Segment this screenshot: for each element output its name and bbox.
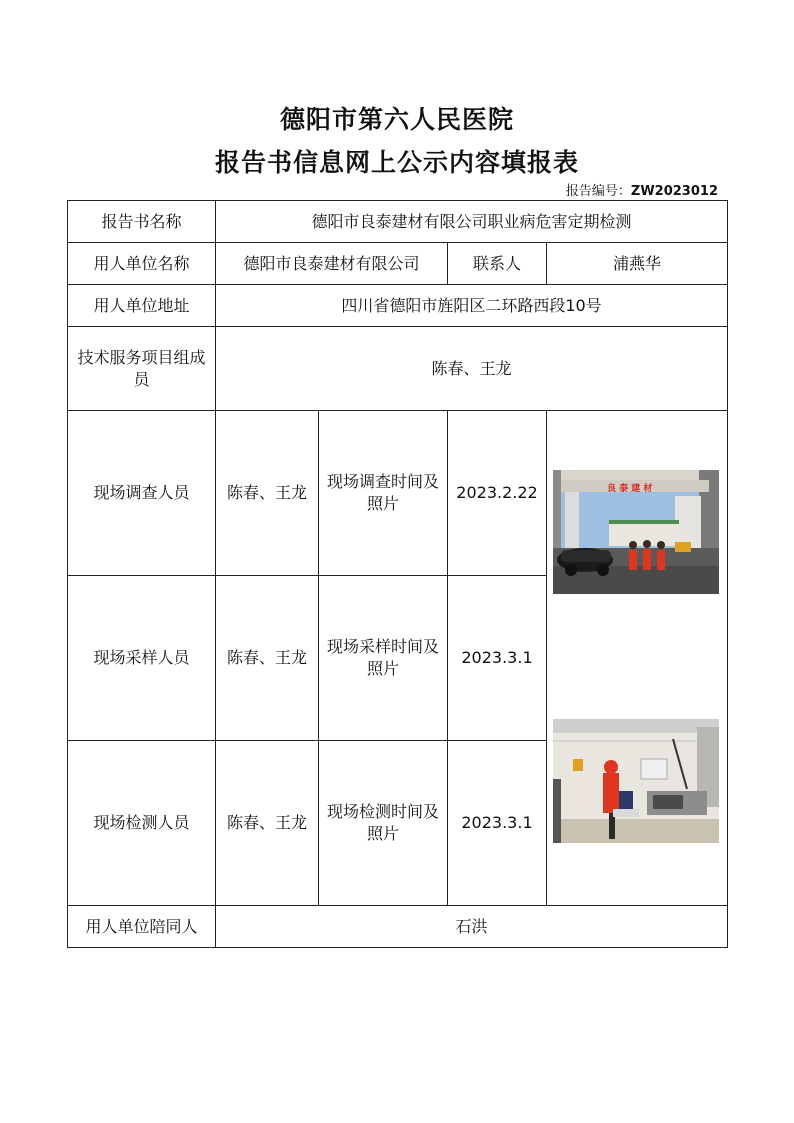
report-number <box>566 180 718 199</box>
employer-address-value: 四川省德阳市旌阳区二环路西段10号 <box>216 285 728 327</box>
row-companion <box>68 906 728 948</box>
svg-text:良 泰 建 材: 良 泰 建 材 <box>607 484 653 494</box>
survey-people: 陈春、王龙 <box>216 411 319 576</box>
employer-name-label: 用人单位名称 <box>68 243 216 285</box>
survey-time-label: 现场调查时间及照片 <box>319 411 448 576</box>
report-number-value: ZW2023012 <box>630 184 718 199</box>
contact-value: 浦燕华 <box>547 243 728 285</box>
survey-role-label: 现场调查人员 <box>68 411 216 576</box>
survey-date: 2023.2.22 <box>448 411 547 576</box>
companion-value: 石洪 <box>216 906 728 948</box>
testing-date: 2023.3.1 <box>448 741 547 906</box>
team-value: 陈春、王龙 <box>216 327 728 411</box>
companion-label: 用人单位陪同人 <box>68 906 216 948</box>
sampling-date: 2023.3.1 <box>448 576 547 741</box>
sampling-people: 陈春、王龙 <box>216 576 319 741</box>
report-name-label: 报告书名称 <box>68 201 216 243</box>
row-survey <box>68 411 728 576</box>
row-employer-name <box>68 243 728 285</box>
testing-people: 陈春、王龙 <box>216 741 319 906</box>
employer-name-value: 德阳市良泰建材有限公司 <box>216 243 448 285</box>
photo-cell <box>547 411 728 906</box>
site-survey-photo <box>553 470 719 594</box>
team-label: 技术服务项目组成员 <box>68 327 216 411</box>
row-employer-address <box>68 285 728 327</box>
contact-label: 联系人 <box>448 243 547 285</box>
page-title: 德阳市第六人民医院 <box>279 105 514 134</box>
testing-time-label: 现场检测时间及照片 <box>319 741 448 906</box>
report-number-label: 报告编号： <box>565 184 631 199</box>
site-sampling-photo <box>553 719 719 843</box>
testing-role-label: 现场检测人员 <box>68 741 216 906</box>
sampling-role-label: 现场采样人员 <box>68 576 216 741</box>
sampling-time-label: 现场采样时间及照片 <box>319 576 448 741</box>
info-table <box>67 200 728 948</box>
page-subtitle: 报告书信息网上公示内容填报表 <box>214 148 579 177</box>
row-team <box>68 327 728 411</box>
row-report-name <box>68 201 728 243</box>
employer-address-label: 用人单位地址 <box>68 285 216 327</box>
report-name-value: 德阳市良泰建材有限公司职业病危害定期检测 <box>216 201 728 243</box>
